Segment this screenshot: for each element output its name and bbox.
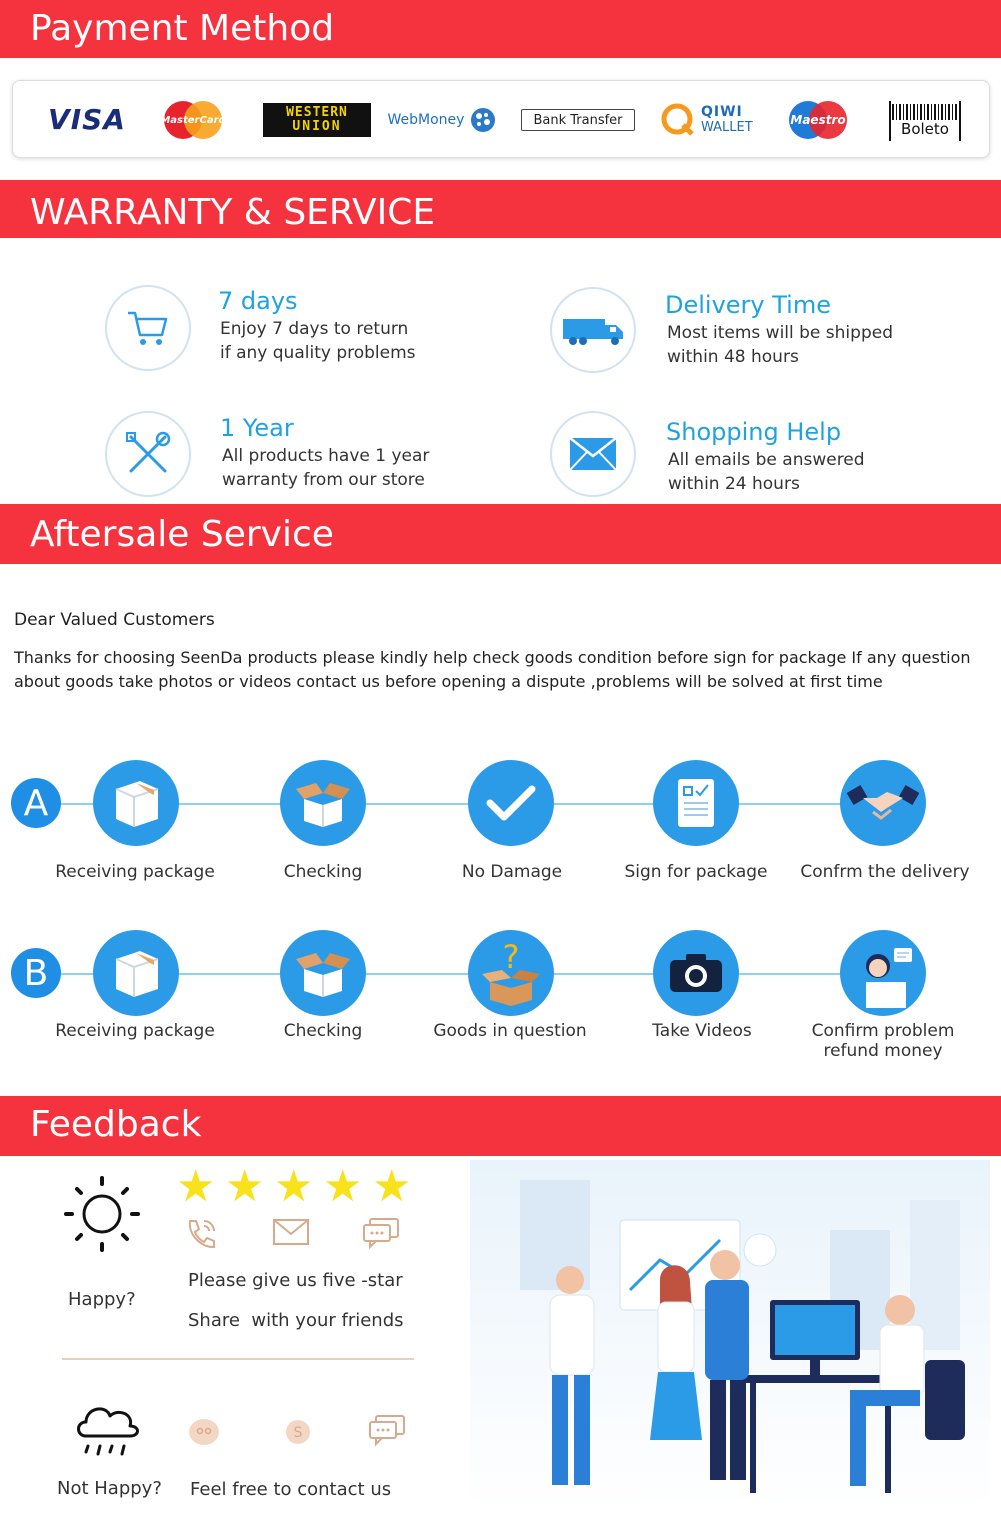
boleto-logo: Boleto xyxy=(889,101,961,141)
box-icon xyxy=(93,930,179,1016)
truck-icon xyxy=(550,287,636,373)
warranty-item-title: Delivery Time xyxy=(665,291,831,319)
share-text: Share with your friends xyxy=(188,1310,404,1331)
maestro-logo: Maestro xyxy=(785,99,851,141)
warranty-item-title: 7 days xyxy=(218,287,298,315)
aftersale-message: Thanks for choosing SeenDa products please kindly help check goods condition before sign for package If any question about goods take photos or videos contact us before opening a dispute ,problems will be solved at first time xyxy=(14,648,971,691)
warranty-item-line2: within 48 hours xyxy=(667,347,799,367)
payment-banner xyxy=(0,0,1001,58)
warranty-item-title: 1 Year xyxy=(220,414,294,442)
warranty-item-line1: All emails be answered xyxy=(668,450,865,470)
messenger-icon xyxy=(186,1414,222,1454)
globe-icon xyxy=(470,107,496,133)
step-label: refund money xyxy=(823,1041,943,1061)
document-icon xyxy=(653,760,739,846)
star-icon: ★ xyxy=(176,1161,216,1212)
open-box-icon xyxy=(280,760,366,846)
feedback-title: Feedback xyxy=(30,1104,202,1145)
contact-text: Feel free to contact us xyxy=(190,1479,392,1500)
step-label: Checking xyxy=(283,1021,363,1041)
step-label: Goods in question xyxy=(433,1021,587,1041)
warranty-item-line1: Most items will be shipped xyxy=(667,323,893,343)
step-letter-a: A xyxy=(11,778,61,828)
warranty-item-line2: within 24 hours xyxy=(668,474,800,494)
warranty-item-line2: if any quality problems xyxy=(220,343,416,363)
qiwi-logo: QIWI WALLET xyxy=(661,101,761,139)
not-happy-label: Not Happy? xyxy=(57,1478,162,1499)
payment-logos-box xyxy=(12,80,990,158)
aftersale-banner xyxy=(0,504,1001,564)
step-letter-b: B xyxy=(11,948,61,998)
warranty-item-line2: warranty from our store xyxy=(222,470,425,490)
step-label: Take Videos xyxy=(652,1021,752,1041)
webmoney-logo: WebMoney xyxy=(387,103,497,137)
check-icon xyxy=(468,760,554,846)
western-union-logo: WESTERN UNION xyxy=(263,103,371,137)
warranty-item-line1: Enjoy 7 days to return xyxy=(220,319,409,339)
support-agent-icon xyxy=(840,930,926,1016)
camera-icon xyxy=(653,930,739,1016)
question-box-icon xyxy=(468,930,554,1016)
payment-title: Payment Method xyxy=(30,8,335,49)
aftersale-title: Aftersale Service xyxy=(30,514,334,555)
step-label: Confirm problem xyxy=(811,1021,955,1041)
mastercard-logo: MasterCard xyxy=(161,99,225,141)
svg-text:S: S xyxy=(293,1425,303,1441)
svg-text:?: ? xyxy=(502,938,520,976)
star-icon: ★ xyxy=(323,1161,363,1212)
warranty-item-title: Shopping Help xyxy=(666,418,842,446)
step-label: Checking xyxy=(283,862,363,882)
step-label: No Damage xyxy=(461,862,563,882)
greeting: Dear Valued Customers xyxy=(14,610,215,630)
happy-label: Happy? xyxy=(68,1289,136,1310)
step-label: Receiving package xyxy=(55,862,215,882)
star-icon: ★ xyxy=(274,1161,314,1212)
warranty-title: WARRANTY & SERVICE xyxy=(30,192,436,233)
skype-icon xyxy=(282,1416,314,1452)
step-label: Sign for package xyxy=(624,862,768,882)
cart-icon xyxy=(105,285,191,371)
bank-transfer-logo: Bank Transfer xyxy=(521,109,635,131)
feedback-divider xyxy=(62,1358,414,1360)
mail-icon xyxy=(550,411,636,497)
office-team-illustration xyxy=(470,1160,990,1510)
tools-icon xyxy=(105,411,191,497)
visa-logo: VISA xyxy=(48,102,126,136)
step-label: Receiving package xyxy=(55,1021,215,1041)
step-label: Confrm the delivery xyxy=(800,862,970,882)
warranty-banner xyxy=(0,180,1001,238)
handshake-icon xyxy=(840,760,926,846)
qiwi-icon xyxy=(661,103,695,137)
five-star-text: Please give us five -star xyxy=(188,1270,403,1291)
box-icon xyxy=(93,760,179,846)
feedback-banner xyxy=(0,1096,1001,1156)
chat-icon xyxy=(368,1414,406,1450)
envelope-icon xyxy=(272,1218,312,1252)
open-box-icon xyxy=(280,930,366,1016)
rain-cloud-icon xyxy=(72,1394,144,1466)
sun-icon xyxy=(60,1172,144,1256)
barcode-icon xyxy=(892,104,958,120)
warranty-item-line1: All products have 1 year xyxy=(222,446,430,466)
star-icon: ★ xyxy=(372,1161,412,1212)
phone-icon xyxy=(182,1215,220,1257)
chat-icon xyxy=(362,1217,400,1253)
star-icon: ★ xyxy=(225,1161,265,1212)
